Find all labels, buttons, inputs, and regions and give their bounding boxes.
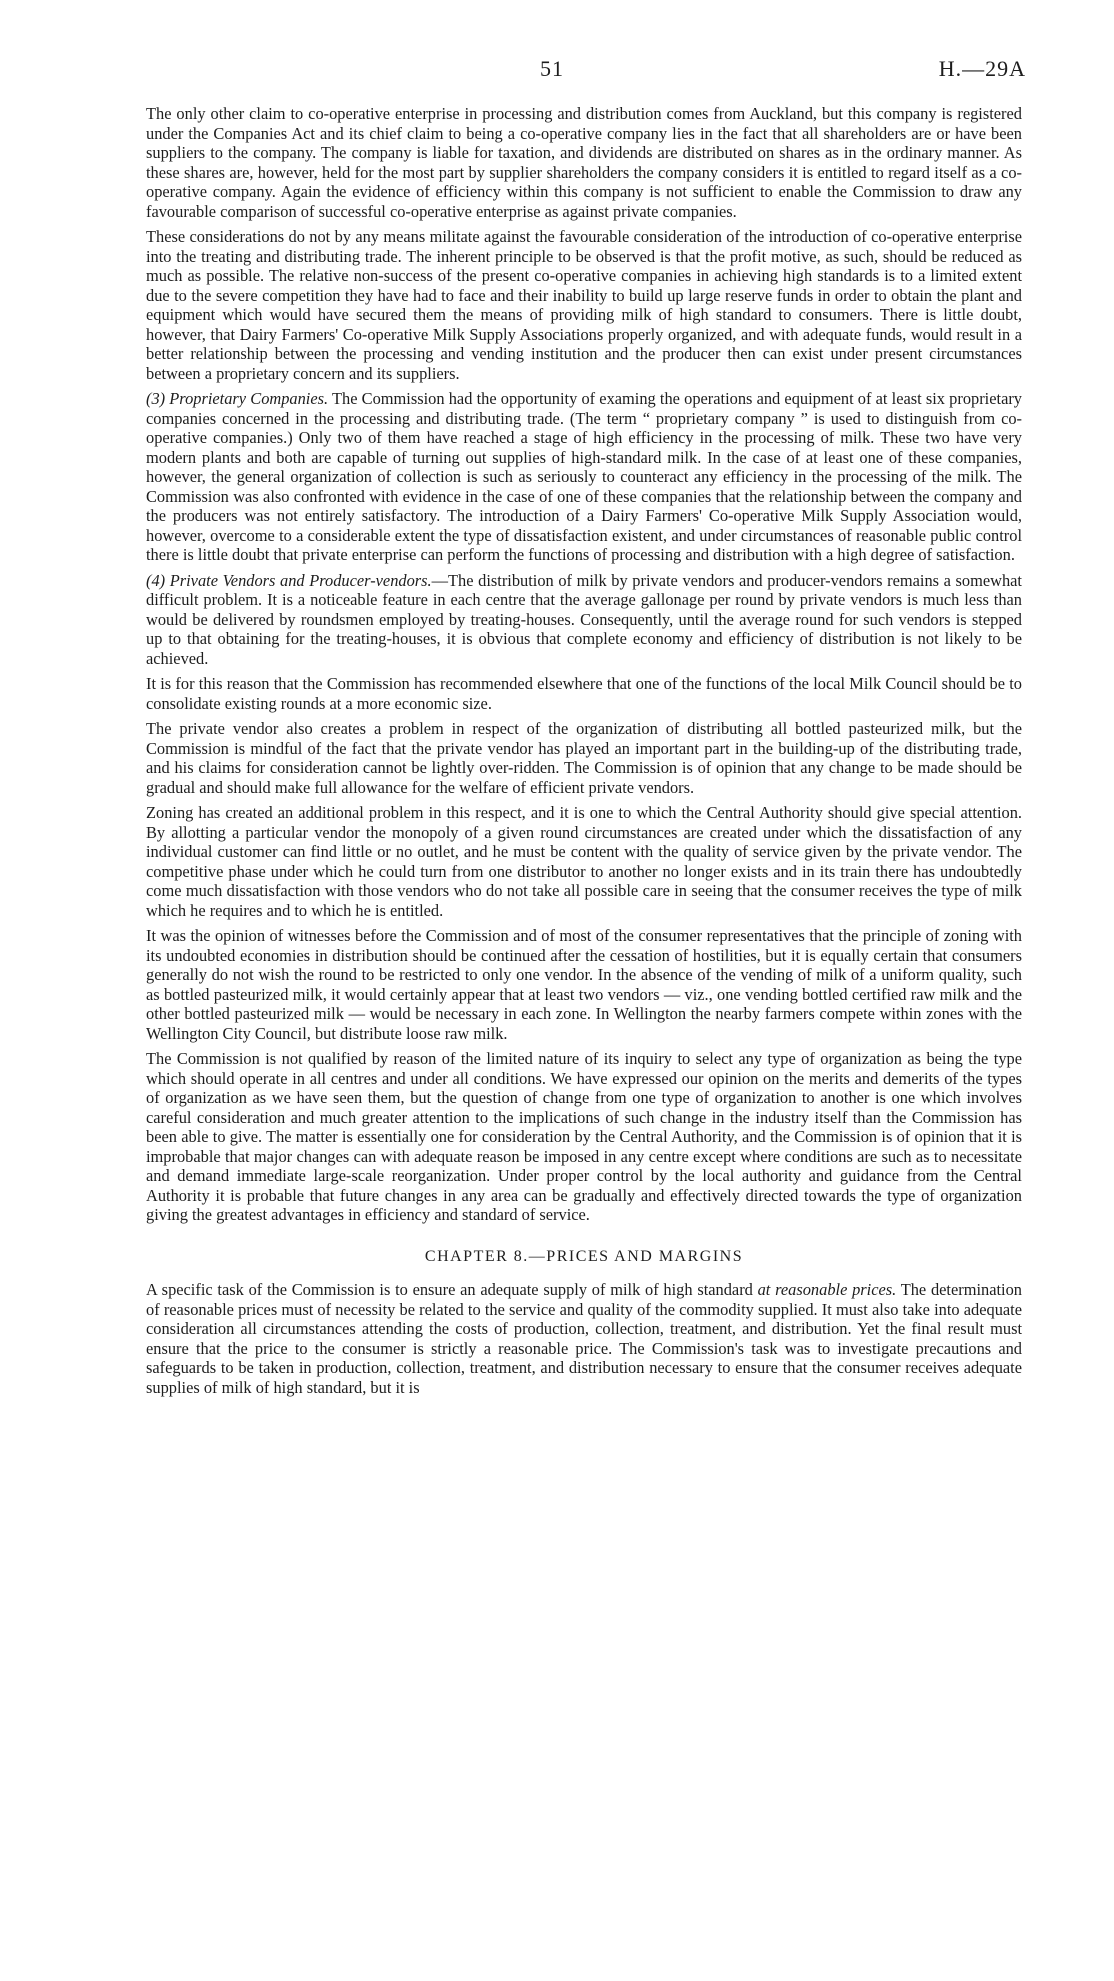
- paragraph-text: —The distribution of milk by private vendors and producer-vendors remains a somewhat difficult problem. It is a noticeable feature in each centre that the average gallonage per round by private vendors is much less than would be delivered by roundsmen employed by treating-houses. Consequently, until the average round for such vendors is stepped up to that obtaining for the treating-houses, it is obvious that complete economy and efficiency of distribution is not likely to be achieved.: [146, 570, 1022, 668]
- body-text: [146, 104, 1022, 1403]
- paragraph-text: The Commission had the opportunity of examing the operations and equipment of at least six proprietary companies concerned in the processing and distributing trade. (The term “ proprietary company ” is used to distinguish from co-operative companies.) Only two of them have reached a stage of high efficiency in the processing of milk. These two have very modern plants and both are capable of turning out supplies of high-standard milk. In the case of at least one of these companies, however, the general organization of collection is such as seriously to counteract any efficiency in the processing of the milk. The Commission was also confronted with evidence in the case of one of these companies that the relationship between the company and the producers was not entirely satisfactory. The introduction of a Dairy Farmers' Co-operative Milk Supply Association would, however, overcome to a considerable extent the type of dissatisfaction existent, and under circumstances of reasonable public control there is little doubt that private enterprise can perform the functions of processing and distribution with a high degree of satisfaction.: [146, 389, 1022, 564]
- paragraph: The private vendor also creates a problem in respect of the organization of distributing all bottled pasteurized milk, but the Commission is mindful of the fact that the private vendor has played an important part in the building-up of the distributing trade, and his claims for consideration cannot be lightly over-ridden. The Commission is of opinion that any change to be made should be gradual and should make full allowance for the welfare of efficient private vendors.: [146, 719, 1022, 797]
- paragraph: The Commission is not qualified by reason of the limited nature of its inquiry to select any type of organization as being the type which should operate in all centres and under all conditions. We have expressed our opinion on the merits and demerits of the types of organization as we have seen them, but the question of change from one type of organization to another is one which involves careful consideration and much greater attention to the implications of such change in the industry itself than the Commission has been able to give. The matter is essentially one for consideration by the Central Authority, and the Commission is of opinion that it is improbable that major changes can with adequate reason be imposed in any centre except where conditions are such as to necessitate and demand immediate large-scale reorganization. Under proper control by the local authority and guidance from the Central Authority it is probable that future changes in any area can be gradually and effectively directed towards the type of organization giving the greatest advantages in efficiency and standard of service.: [146, 1049, 1022, 1224]
- section-heading-private-vendors: (4) Private Vendors and Producer-vendors.: [146, 570, 432, 590]
- paragraph-text: The determination of reasonable prices must of necessity be related to the service and quality of the commodity supplied. It must also take into adequate consideration all circumstances attending the costs of production, collection, treatment, and distribution. Yet the final result must ensure that the price to the consumer is strictly a reasonable price. The Commission's task was to investigate precautions and safeguards to be taken in production, collection, treatment, and distribution necessary to ensure that the consumer receives adequate supplies of milk of high standard, but it is: [146, 1280, 1022, 1397]
- paragraph: Zoning has created an additional problem in this respect, and it is one to which the Central Authority should give special attention. By allotting a particular vendor the monopoly of a given round circumstances are created under which the dissatisfaction of any individual customer can find little or no outlet, and he must be content with the quality of service given by the private vendor. The competitive phase under which he could turn from one distributor to another no longer exists and in its train there has undoubtedly come much dissatisfaction with those vendors who do not take all possible care in seeing that the consumer receives the type of milk which he requires and to which he is entitled.: [146, 803, 1022, 920]
- chapter-heading: CHAPTER 8.—PRICES AND MARGINS: [424, 1247, 744, 1265]
- paragraph: [146, 571, 1022, 669]
- paragraph-text: A specific task of the Commission is to ensure an adequate supply of milk of high standard: [146, 1280, 758, 1299]
- document-reference: H.—29A: [938, 56, 1026, 81]
- paragraph: The only other claim to co-operative enterprise in processing and distribution comes from Auckland, but this company is registered under the Companies Act and its chief claim to being a co-operative company lies in the fact that all shareholders are or have been suppliers to the company. The company is liable for taxation, and dividends are distributed on shares as in the ordinary manner. As these shares are, however, held for the most part by supplier shareholders the company considers it is entitled to regard itself as a co-operative company. Again the evidence of efficiency within this company is not sufficient to enable the Commission to draw any favourable comparison of successful co-operative enterprise as against private companies.: [146, 104, 1022, 221]
- paragraph: [146, 389, 1022, 565]
- emphasis-text: at reasonable prices.: [757, 1280, 897, 1299]
- page-number: 51: [540, 56, 564, 81]
- paragraph: [146, 1280, 1022, 1397]
- paragraph: It was the opinion of witnesses before the Commission and of most of the consumer representatives that the principle of zoning with its undoubted economies in distribution should be continued after the cessation of hostilities, but it is equally certain that consumers generally do not wish the round to be restricted to only one vendor. In the absence of the vending of milk of a uniform quality, such as bottled pasteurized milk, it would certainly appear that at least two vendors — viz., one vending bottled certified raw milk and the other bottled pasteurized milk — would be necessary in each zone. In Wellington the nearby farmers compete within zones with the Wellington City Council, but distribute loose raw milk.: [146, 926, 1022, 1043]
- section-heading-proprietary-companies: (3) Proprietary Companies.: [146, 389, 329, 408]
- paragraph: It is for this reason that the Commission has recommended elsewhere that one of the functions of the local Milk Council should be to consolidate existing rounds at a more economic size.: [146, 674, 1022, 713]
- paragraph: These considerations do not by any means militate against the favourable consideration of the introduction of co-operative enterprise into the treating and distributing trade. The inherent principle to be observed is that the profit motive, as such, should be reduced as much as possible. The relative non-success of the present co-operative companies in achieving high standards is to a limited extent due to the severe competition they have had to face and their inability to build up large reserve funds in order to obtain the plant and equipment which would have secured them the means of providing milk of high standard to consumers. There is little doubt, however, that Dairy Farmers' Co-operative Milk Supply Associations properly organized, and with adequate funds, would result in a better relationship between the processing and vending institution and the producer then can exist under present circumstances between a proprietary concern and its suppliers.: [146, 227, 1022, 383]
